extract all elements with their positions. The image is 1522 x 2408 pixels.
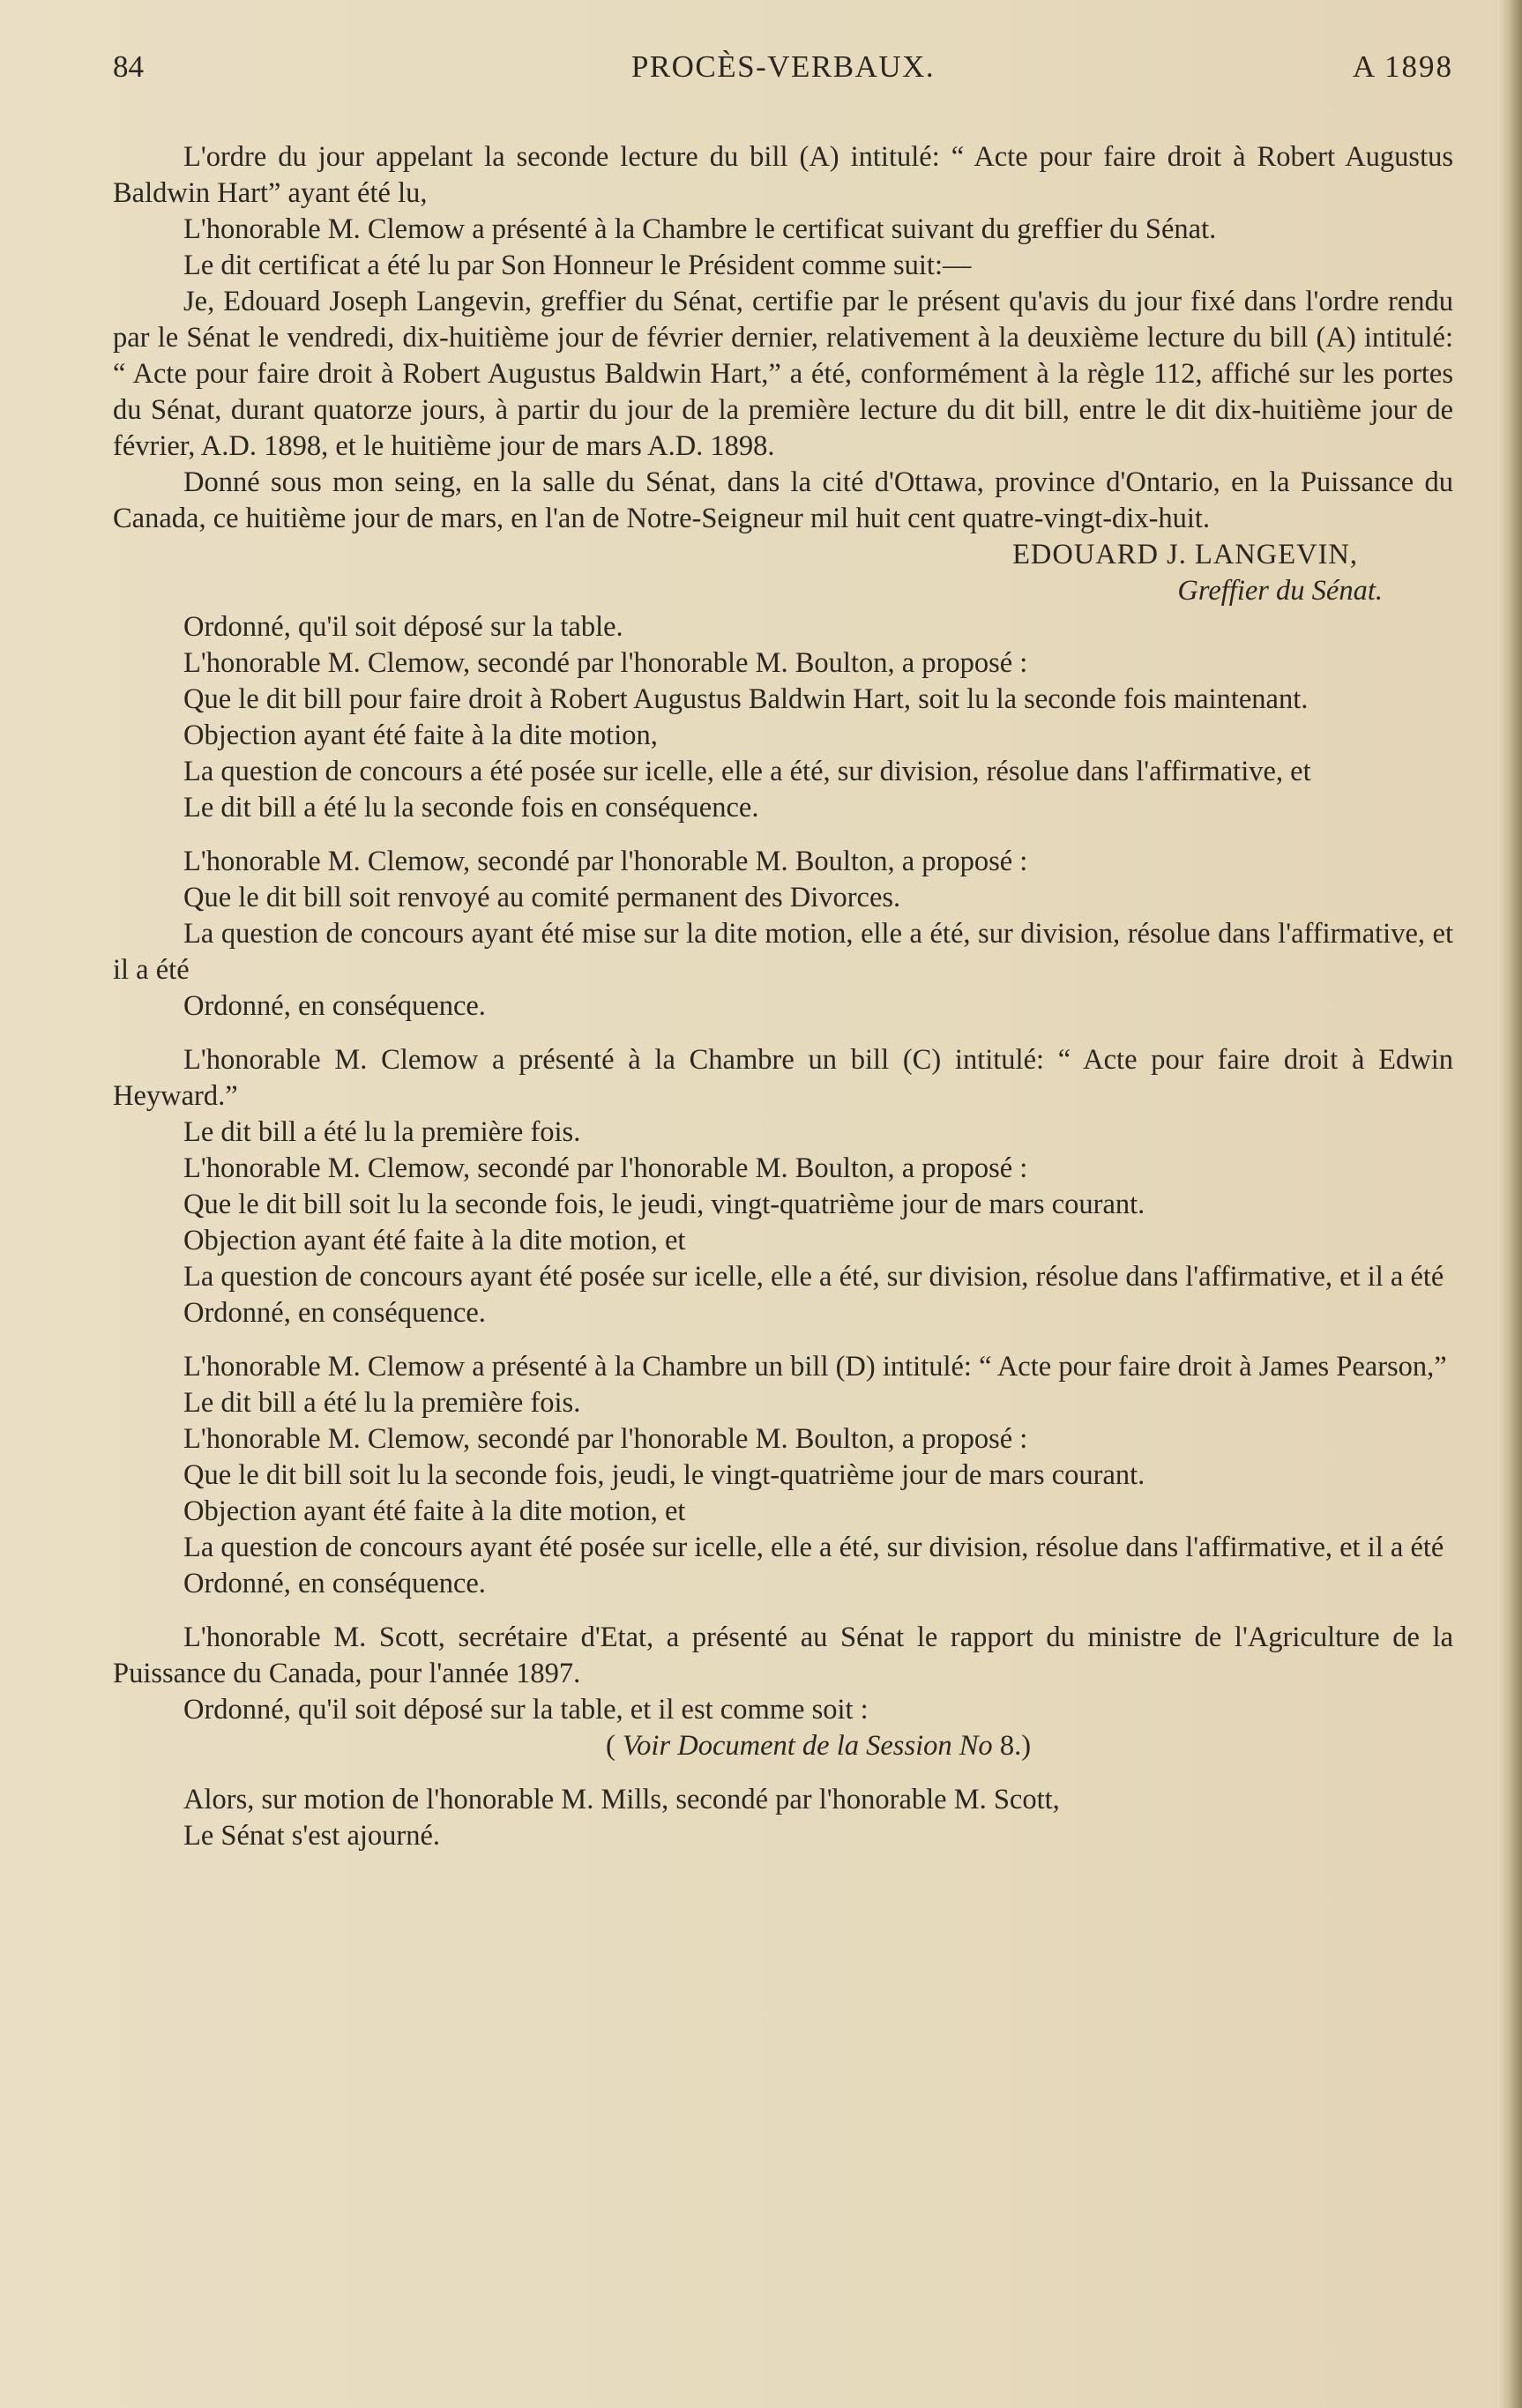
paragraph: Ordonné, en conséquence. (183, 1297, 486, 1329)
paragraph: La question de concours ayant été posée sur icelle, elle a été, sur division, résolue dans l'affirmative, et il a été (183, 1261, 1444, 1293)
paragraph: L'honorable M. Clemow, secondé par l'honorable M. Boulton, a proposé : (183, 1152, 1028, 1184)
paragraph: Que le dit bill soit renvoyé au comité permanent des Divorces. (183, 882, 901, 913)
page-number: 84 (113, 49, 144, 84)
paragraph: Que le dit bill soit lu la seconde fois, le jeudi, vingt-quatrième jour de mars courant. (183, 1189, 1145, 1220)
paragraph: Ordonné, en conséquence. (183, 990, 486, 1022)
paragraph: L'honorable M. Clemow, secondé par l'honorable M. Boulton, a proposé : (183, 1423, 1028, 1455)
paragraph: Le dit bill a été lu la première fois. (183, 1387, 581, 1419)
paragraph: Je, Edouard Joseph Langevin, greffier du Sénat, certifie par le présent qu'avis du jour fixé dans l'ordre rendu par le Sénat le vendredi, dix-huitième jour de février dernier, relativement à la deuxième lecture du bill (A) intitulé: “ Acte pour faire droit à Robert Augustus Baldwin Hart,” a été, conformément à la règle 112, affiché sur les portes du Sénat, durant quatorze jours, à partir du jour de la première lecture du dit bill, entre le dit dix-huitième jour de février, A.D. 1898, et le huitième jour de mars A.D. 1898. (113, 286, 1453, 462)
page-header (113, 49, 1453, 102)
paragraph: L'ordre du jour appelant la seconde lecture du bill (A) intitulé: “ Acte pour faire droit à Robert Augustus Baldwin Hart” ayant été lu, (113, 141, 1453, 209)
paragraph: L'honorable M. Clemow, secondé par l'honorable M. Boulton, a proposé : (183, 647, 1028, 679)
paragraph: L'honorable M. Clemow, secondé par l'honorable M. Boulton, a proposé : (183, 846, 1028, 877)
paragraph: L'honorable M. Clemow a présenté à la Chambre le certificat suivant du greffier du Sénat. (183, 213, 1217, 245)
paragraph: Objection ayant été faite à la dite motion, et (183, 1225, 686, 1256)
paragraph: Ordonné, en conséquence. (183, 1568, 486, 1599)
paragraph: La question de concours ayant été posée sur icelle, elle a été, sur division, résolue dans l'affirmative, et il a été (183, 1532, 1444, 1563)
paragraph: Le dit certificat a été lu par Son Honneur le Président comme suit:— (183, 250, 972, 281)
paragraph: L'honorable M. Scott, secrétaire d'Etat, a présenté au Sénat le rapport du ministre de l'Agriculture de la Puissance du Canada, pour l'année 1897. (113, 1621, 1453, 1689)
paragraph: Que le dit bill pour faire droit à Robert Augustus Baldwin Hart, soit lu la seconde fois maintenant. (183, 683, 1309, 715)
paragraph: Donné sous mon seing, en la salle du Sénat, dans la cité d'Ottawa, province d'Ontario, en la Puissance du Canada, ce huitième jour de mars, en l'an de Notre-Seigneur mil huit cent quatre-vingt-dix-huit. (113, 466, 1453, 534)
signature-title: Greffier du Sénat. (1177, 575, 1383, 607)
document-reference (113, 1728, 1453, 1764)
header-year: A 1898 (1352, 49, 1453, 84)
reference-number: 8.) (992, 1730, 1032, 1762)
paragraph: Le dit bill a été lu la première fois. (183, 1116, 581, 1148)
paragraph: Ordonné, qu'il soit déposé sur la table. (183, 611, 623, 643)
paragraph: Le Sénat s'est ajourné. (183, 1820, 441, 1852)
paragraph: L'honorable M. Clemow a présenté à la Chambre un bill (C) intitulé: “ Acte pour faire droit à Edwin Heyward.” (113, 1044, 1453, 1112)
paragraph: Alors, sur motion de l'honorable M. Mills, secondé par l'honorable M. Scott, (183, 1784, 1060, 1815)
paragraph: Que le dit bill soit lu la seconde fois, jeudi, le vingt-quatrième jour de mars courant. (183, 1459, 1145, 1491)
signature-name: EDOUARD J. LANGEVIN, (1012, 539, 1358, 570)
paragraph: Ordonné, qu'il soit déposé sur la table, et il est comme soit : (183, 1694, 869, 1726)
paragraph: La question de concours a été posée sur icelle, elle a été, sur division, résolue dans l'affirmative, et (183, 756, 1311, 787)
paragraph: La question de concours ayant été mise sur la dite motion, elle a été, sur division, résolue dans l'affirmative, et il a été (113, 918, 1453, 986)
running-title: PROCÈS-VERBAUX. (630, 49, 936, 84)
paragraph: Objection ayant été faite à la dite motion, (183, 719, 658, 751)
reference-open: ( (605, 1730, 623, 1762)
paragraph: Objection ayant été faite à la dite motion, et (183, 1495, 686, 1527)
paragraph: L'honorable M. Clemow a présenté à la Chambre un bill (D) intitulé: “ Acte pour faire droit à James Pearson,” (183, 1351, 1447, 1383)
reference-italic: Voir Document de la Session No (622, 1730, 993, 1762)
page-edge-shadow (1499, 0, 1522, 2408)
page-body (113, 139, 1453, 1854)
paragraph: Le dit bill a été lu la seconde fois en conséquence. (183, 792, 759, 824)
